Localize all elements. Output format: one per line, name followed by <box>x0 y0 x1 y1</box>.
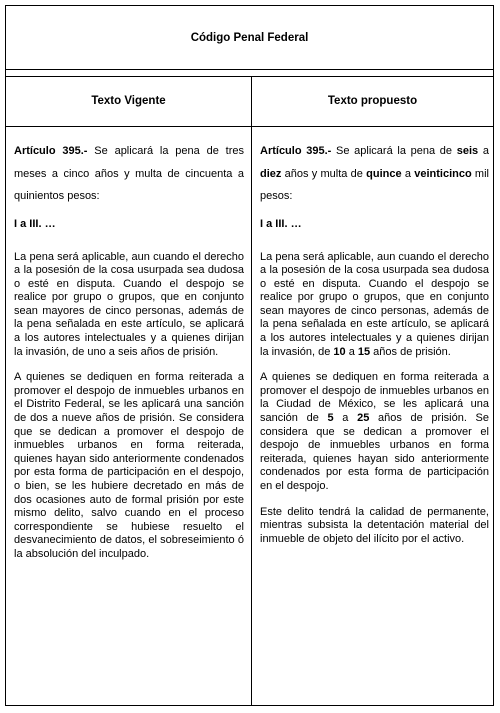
divider <box>6 126 493 127</box>
paragraph-1: La pena será aplicable, aun cuando el derecho a la posesión de la cosa usurpada sea dudosa o esté en disputa. Cuando el despojo se realice por grupo o grupos, que en conjunto sean mayores de cinco personas, además de la pena señalada en este artículo, se aplicará a los autores intelectuales y a quienes dirijan la invasión, de uno a seis años de prisión. <box>14 250 244 358</box>
header-current-text: Texto Vigente <box>91 95 166 107</box>
article-paragraph: Artículo 395.- Se aplicará la pena de tres meses a cinco años y multa de cincuenta a quinientos pesos: <box>14 145 245 202</box>
article-label: Artículo 395.- <box>260 145 332 157</box>
table-title: Código Penal Federal <box>190 31 309 44</box>
paragraph-2: A quienes se dediquen en forma reiterada a promover el despojo de inmuebles urbanos en la Ciudad de México, se les aplicará una sanción de 5 a 25 años de prisión. Se considera que se dedican a promover el despojo de inmuebles urbanos en forma reiterada, quienes hayan sido anteriormente condenados por esta forma de participación en el despojo. <box>260 371 490 492</box>
proposed-text-column <box>260 140 489 546</box>
paragraph-3: Este delito tendrá la calidad de permanente, mientras subsista la detentación material del inmueble de objeto del ilícito por el activo. <box>260 505 489 545</box>
article-label: Artículo 395.- <box>14 145 88 157</box>
paragraph-1: La pena será aplicable, aun cuando el derecho a la posesión de la cosa usurpada sea dudosa o esté en disputa. Cuando el despojo se realice por grupo o grupos, que en conjunto sean mayores de cinco personas, además de la pena señalada en este artículo, se aplicará a los autores intelectuales y a quienes dirijan la invasión, de 10 a 15 años de prisión. <box>260 250 489 358</box>
paragraph-2: A quienes se dediquen en forma reiterada a promover el despojo de inmuebles urbanos en el Distrito Federal, se les aplicará una sanción de dos a nueve años de prisión. Se considera que se dedican a promover el despojo de inmuebles urbanos en forma reiterada, quienes hayan sido anteriormente condenados por esta forma de participación en el despojo, o bien, se les hubiere decretado en más de dos ocasiones auto de formal prisión por este mismo delito, salvo cuando en el proceso correspondiente se hubiese resuelto el desvanecimiento de datos, el sobreseimiento ó la absolución del inculpado. <box>14 371 244 560</box>
divider <box>6 69 493 70</box>
fractions: I a III. … <box>260 217 302 230</box>
comparison-table <box>5 5 494 706</box>
article-paragraph: Artículo 395.- Se aplicará la pena de seis a diez años y multa de quince a veinticinco mil pesos: <box>260 145 489 202</box>
header-proposed-text: Texto propuesto <box>327 95 418 107</box>
current-text-column <box>14 140 244 562</box>
column-divider <box>251 76 252 705</box>
fractions: I a III. … <box>14 217 56 230</box>
